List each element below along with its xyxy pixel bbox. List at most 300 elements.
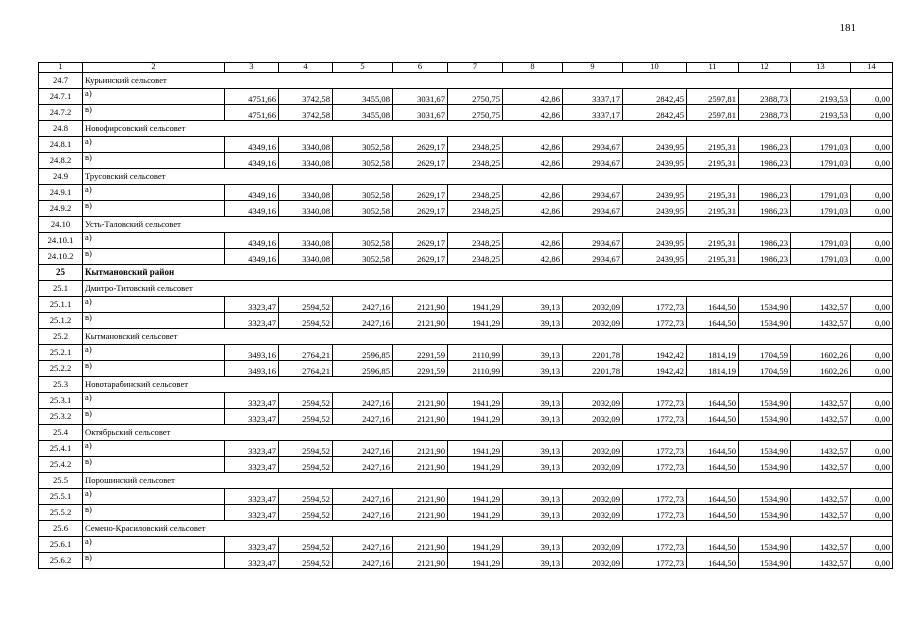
value-cell: 0,00 — [851, 201, 893, 217]
row-number: 25.1.2 — [39, 313, 83, 329]
value-cell: 2596,85 — [333, 345, 393, 361]
row-number: 25.5.1 — [39, 489, 83, 505]
value-cell: 2032,09 — [563, 441, 623, 457]
value-cell: 2427,16 — [333, 393, 393, 409]
row-number: 24.8.1 — [39, 137, 83, 153]
value-cell: 2427,16 — [333, 553, 393, 569]
value-cell: 3455,08 — [333, 89, 393, 105]
value-cell: 3323,47 — [225, 313, 279, 329]
section-title: Кытмановский район — [83, 265, 893, 281]
value-cell: 3337,17 — [563, 105, 623, 121]
value-cell: 1791,03 — [791, 233, 851, 249]
value-cell: 2629,17 — [393, 185, 448, 201]
row-label: а) — [83, 137, 225, 153]
value-cell: 1791,03 — [791, 153, 851, 169]
value-cell: 2629,17 — [393, 233, 448, 249]
value-cell: 1986,23 — [739, 137, 791, 153]
value-cell: 1644,50 — [687, 393, 739, 409]
table-row — [39, 89, 893, 105]
row-label: в) — [83, 553, 225, 569]
value-cell: 1644,50 — [687, 297, 739, 313]
section-row — [39, 169, 893, 185]
value-cell: 1644,50 — [687, 489, 739, 505]
value-cell: 2750,75 — [448, 105, 503, 121]
value-cell: 4349,16 — [225, 233, 279, 249]
row-number: 25.1.1 — [39, 297, 83, 313]
value-cell: 42,86 — [503, 185, 563, 201]
value-cell: 2439,95 — [623, 201, 687, 217]
value-cell: 2764,21 — [279, 345, 333, 361]
value-cell: 2594,52 — [279, 313, 333, 329]
value-cell: 1942,42 — [623, 361, 687, 377]
value-cell: 2427,16 — [333, 489, 393, 505]
value-cell: 2348,25 — [448, 137, 503, 153]
value-cell: 4751,66 — [225, 105, 279, 121]
value-cell: 1432,57 — [791, 457, 851, 473]
section-title: Усть-Таловский сельсовет — [83, 217, 893, 233]
value-cell: 1534,90 — [739, 553, 791, 569]
value-cell: 2594,52 — [279, 297, 333, 313]
value-cell: 1941,29 — [448, 393, 503, 409]
value-cell: 2439,95 — [623, 185, 687, 201]
value-cell: 3455,08 — [333, 105, 393, 121]
value-cell: 1432,57 — [791, 441, 851, 457]
value-cell: 1534,90 — [739, 489, 791, 505]
row-label: а) — [83, 297, 225, 313]
column-header: 1 — [39, 63, 83, 73]
value-cell: 2348,25 — [448, 185, 503, 201]
value-cell: 2439,95 — [623, 137, 687, 153]
value-cell: 3323,47 — [225, 537, 279, 553]
value-cell: 42,86 — [503, 249, 563, 265]
value-cell: 3052,58 — [333, 249, 393, 265]
value-cell: 1941,29 — [448, 313, 503, 329]
value-cell: 1791,03 — [791, 137, 851, 153]
value-cell: 0,00 — [851, 185, 893, 201]
section-title: Курьинский сельсовет — [83, 73, 893, 89]
row-label: в) — [83, 361, 225, 377]
value-cell: 2348,25 — [448, 249, 503, 265]
row-number: 25.3.2 — [39, 409, 83, 425]
value-cell: 2842,45 — [623, 89, 687, 105]
value-cell: 2934,67 — [563, 201, 623, 217]
value-cell: 2596,85 — [333, 361, 393, 377]
table-body — [39, 63, 893, 569]
value-cell: 2121,90 — [393, 537, 448, 553]
section-row — [39, 217, 893, 233]
row-number: 25.4.1 — [39, 441, 83, 457]
value-cell: 2110,99 — [448, 345, 503, 361]
row-number: 24.10.2 — [39, 249, 83, 265]
value-cell: 0,00 — [851, 89, 893, 105]
row-label: в) — [83, 201, 225, 217]
table-row — [39, 233, 893, 249]
row-number: 24.10.1 — [39, 233, 83, 249]
value-cell: 4349,16 — [225, 249, 279, 265]
value-cell: 2110,99 — [448, 361, 503, 377]
section-title: Семено-Красиловский сельсовет — [83, 521, 893, 537]
value-cell: 3340,08 — [279, 137, 333, 153]
value-cell: 3340,08 — [279, 249, 333, 265]
section-row — [39, 521, 893, 537]
value-cell: 2121,90 — [393, 393, 448, 409]
section-row — [39, 73, 893, 89]
value-cell: 2348,25 — [448, 201, 503, 217]
value-cell: 2032,09 — [563, 505, 623, 521]
column-header: 9 — [563, 63, 623, 73]
value-cell: 2597,81 — [687, 89, 739, 105]
table-row — [39, 361, 893, 377]
row-number: 24.7.2 — [39, 105, 83, 121]
value-cell: 3031,67 — [393, 89, 448, 105]
value-cell: 0,00 — [851, 153, 893, 169]
table-row — [39, 409, 893, 425]
value-cell: 2121,90 — [393, 313, 448, 329]
value-cell: 2195,31 — [687, 185, 739, 201]
column-header: 10 — [623, 63, 687, 73]
value-cell: 0,00 — [851, 233, 893, 249]
value-cell: 2032,09 — [563, 297, 623, 313]
value-cell: 3742,58 — [279, 89, 333, 105]
column-header: 8 — [503, 63, 563, 73]
value-cell: 1772,73 — [623, 553, 687, 569]
value-cell: 3052,58 — [333, 137, 393, 153]
section-title: Новофирсовский сельсовет — [83, 121, 893, 137]
value-cell: 1534,90 — [739, 537, 791, 553]
value-cell: 0,00 — [851, 537, 893, 553]
section-title: Октябрьский сельсовет — [83, 425, 893, 441]
value-cell: 2121,90 — [393, 441, 448, 457]
value-cell: 1534,90 — [739, 313, 791, 329]
value-cell: 3323,47 — [225, 297, 279, 313]
value-cell: 3340,08 — [279, 153, 333, 169]
value-cell: 39,13 — [503, 361, 563, 377]
value-cell: 39,13 — [503, 297, 563, 313]
value-cell: 1941,29 — [448, 489, 503, 505]
tariff-table — [38, 62, 893, 569]
value-cell: 3323,47 — [225, 457, 279, 473]
row-number: 25.5.2 — [39, 505, 83, 521]
value-cell: 0,00 — [851, 457, 893, 473]
value-cell: 2427,16 — [333, 409, 393, 425]
value-cell: 2201,78 — [563, 361, 623, 377]
value-cell: 3323,47 — [225, 489, 279, 505]
value-cell: 3323,47 — [225, 553, 279, 569]
value-cell: 1814,19 — [687, 361, 739, 377]
value-cell: 1791,03 — [791, 185, 851, 201]
value-cell: 2121,90 — [393, 505, 448, 521]
value-cell: 2032,09 — [563, 409, 623, 425]
value-cell: 2195,31 — [687, 137, 739, 153]
value-cell: 0,00 — [851, 105, 893, 121]
value-cell: 2934,67 — [563, 185, 623, 201]
value-cell: 3323,47 — [225, 441, 279, 457]
row-number: 24.8 — [39, 121, 83, 137]
table-row — [39, 537, 893, 553]
section-row — [39, 329, 893, 345]
page-number: 181 — [839, 22, 856, 34]
value-cell: 39,13 — [503, 409, 563, 425]
column-header: 4 — [279, 63, 333, 73]
value-cell: 2201,78 — [563, 345, 623, 361]
value-cell: 3493,16 — [225, 345, 279, 361]
value-cell: 2291,59 — [393, 345, 448, 361]
value-cell: 1941,29 — [448, 409, 503, 425]
value-cell: 1534,90 — [739, 297, 791, 313]
column-header: 11 — [687, 63, 739, 73]
value-cell: 3052,58 — [333, 201, 393, 217]
value-cell: 2594,52 — [279, 505, 333, 521]
value-cell: 0,00 — [851, 409, 893, 425]
value-cell: 1644,50 — [687, 537, 739, 553]
value-cell: 1772,73 — [623, 441, 687, 457]
value-cell: 1432,57 — [791, 409, 851, 425]
value-cell: 2594,52 — [279, 393, 333, 409]
value-cell: 2032,09 — [563, 489, 623, 505]
column-header: 3 — [225, 63, 279, 73]
value-cell: 0,00 — [851, 553, 893, 569]
value-cell: 1432,57 — [791, 489, 851, 505]
value-cell: 2195,31 — [687, 201, 739, 217]
value-cell: 3052,58 — [333, 185, 393, 201]
column-header: 7 — [448, 63, 503, 73]
value-cell: 1432,57 — [791, 313, 851, 329]
value-cell: 1534,90 — [739, 505, 791, 521]
value-cell: 39,13 — [503, 537, 563, 553]
value-cell: 1791,03 — [791, 249, 851, 265]
table-row — [39, 201, 893, 217]
table-row — [39, 185, 893, 201]
value-cell: 0,00 — [851, 361, 893, 377]
value-cell: 4349,16 — [225, 185, 279, 201]
value-cell: 1986,23 — [739, 201, 791, 217]
table-row — [39, 345, 893, 361]
value-cell: 1644,50 — [687, 409, 739, 425]
value-cell: 2032,09 — [563, 313, 623, 329]
value-cell: 3323,47 — [225, 505, 279, 521]
table-row — [39, 457, 893, 473]
value-cell: 42,86 — [503, 233, 563, 249]
value-cell: 1772,73 — [623, 409, 687, 425]
value-cell: 4349,16 — [225, 153, 279, 169]
value-cell: 2439,95 — [623, 153, 687, 169]
row-number: 25.2 — [39, 329, 83, 345]
value-cell: 1432,57 — [791, 537, 851, 553]
row-number: 24.8.2 — [39, 153, 83, 169]
value-cell: 2934,67 — [563, 249, 623, 265]
column-header: 5 — [333, 63, 393, 73]
value-cell: 39,13 — [503, 313, 563, 329]
value-cell: 1644,50 — [687, 457, 739, 473]
row-number: 25.6 — [39, 521, 83, 537]
value-cell: 2842,45 — [623, 105, 687, 121]
value-cell: 0,00 — [851, 489, 893, 505]
row-label: в) — [83, 457, 225, 473]
value-cell: 4751,66 — [225, 89, 279, 105]
value-cell: 3340,08 — [279, 233, 333, 249]
row-label: а) — [83, 233, 225, 249]
table-row — [39, 489, 893, 505]
value-cell: 2121,90 — [393, 553, 448, 569]
value-cell: 1534,90 — [739, 457, 791, 473]
row-label: в) — [83, 505, 225, 521]
value-cell: 1941,29 — [448, 537, 503, 553]
value-cell: 42,86 — [503, 153, 563, 169]
value-cell: 1534,90 — [739, 441, 791, 457]
row-number: 24.9 — [39, 169, 83, 185]
value-cell: 1814,19 — [687, 345, 739, 361]
value-cell: 3052,58 — [333, 233, 393, 249]
value-cell: 4349,16 — [225, 137, 279, 153]
value-cell: 3052,58 — [333, 153, 393, 169]
value-cell: 0,00 — [851, 345, 893, 361]
row-number: 25.3 — [39, 377, 83, 393]
value-cell: 0,00 — [851, 297, 893, 313]
value-cell: 1941,29 — [448, 553, 503, 569]
row-number: 25.6.1 — [39, 537, 83, 553]
row-number: 25.2.2 — [39, 361, 83, 377]
section-title: Дмитро-Титовский сельсовет — [83, 281, 893, 297]
value-cell: 1942,42 — [623, 345, 687, 361]
value-cell: 2427,16 — [333, 505, 393, 521]
row-number: 25.4.2 — [39, 457, 83, 473]
table-row — [39, 137, 893, 153]
section-row — [39, 265, 893, 281]
value-cell: 2934,67 — [563, 153, 623, 169]
value-cell: 3742,58 — [279, 105, 333, 121]
value-cell: 42,86 — [503, 105, 563, 121]
value-cell: 2348,25 — [448, 153, 503, 169]
value-cell: 1986,23 — [739, 153, 791, 169]
section-row — [39, 425, 893, 441]
value-cell: 39,13 — [503, 441, 563, 457]
value-cell: 1791,03 — [791, 201, 851, 217]
value-cell: 39,13 — [503, 553, 563, 569]
row-label: в) — [83, 153, 225, 169]
value-cell: 0,00 — [851, 137, 893, 153]
value-cell: 2594,52 — [279, 457, 333, 473]
value-cell: 39,13 — [503, 345, 563, 361]
table-row — [39, 505, 893, 521]
value-cell: 2032,09 — [563, 537, 623, 553]
value-cell: 39,13 — [503, 489, 563, 505]
value-cell: 2195,31 — [687, 153, 739, 169]
section-row — [39, 121, 893, 137]
value-cell: 2121,90 — [393, 457, 448, 473]
row-label: а) — [83, 441, 225, 457]
value-cell: 2594,52 — [279, 409, 333, 425]
value-cell: 2032,09 — [563, 457, 623, 473]
value-cell: 3340,08 — [279, 201, 333, 217]
value-cell: 42,86 — [503, 137, 563, 153]
table-row — [39, 393, 893, 409]
value-cell: 2388,73 — [739, 105, 791, 121]
table-row — [39, 553, 893, 569]
value-cell: 39,13 — [503, 393, 563, 409]
value-cell: 1534,90 — [739, 393, 791, 409]
value-cell: 1772,73 — [623, 457, 687, 473]
value-cell: 1772,73 — [623, 489, 687, 505]
value-cell: 2629,17 — [393, 153, 448, 169]
value-cell: 2193,53 — [791, 105, 851, 121]
column-header: 12 — [739, 63, 791, 73]
value-cell: 1986,23 — [739, 249, 791, 265]
row-number: 25.2.1 — [39, 345, 83, 361]
value-cell: 2764,21 — [279, 361, 333, 377]
table-row — [39, 249, 893, 265]
value-cell: 1772,73 — [623, 313, 687, 329]
row-label: а) — [83, 537, 225, 553]
value-cell: 2439,95 — [623, 233, 687, 249]
value-cell: 3323,47 — [225, 393, 279, 409]
value-cell: 0,00 — [851, 313, 893, 329]
value-cell: 2195,31 — [687, 233, 739, 249]
column-header: 6 — [393, 63, 448, 73]
section-row — [39, 281, 893, 297]
value-cell: 1644,50 — [687, 313, 739, 329]
row-label: в) — [83, 249, 225, 265]
column-header-row — [39, 63, 893, 73]
value-cell: 1432,57 — [791, 505, 851, 521]
value-cell: 1941,29 — [448, 457, 503, 473]
value-cell: 3493,16 — [225, 361, 279, 377]
value-cell: 3031,67 — [393, 105, 448, 121]
value-cell: 2388,73 — [739, 89, 791, 105]
row-number: 25 — [39, 265, 83, 281]
value-cell: 2597,81 — [687, 105, 739, 121]
value-cell: 1704,59 — [739, 361, 791, 377]
value-cell: 1644,50 — [687, 505, 739, 521]
section-row — [39, 473, 893, 489]
section-title: Порошинский сельсовет — [83, 473, 893, 489]
value-cell: 2348,25 — [448, 233, 503, 249]
value-cell: 2934,67 — [563, 233, 623, 249]
value-cell: 1941,29 — [448, 505, 503, 521]
value-cell: 3340,08 — [279, 185, 333, 201]
value-cell: 1644,50 — [687, 441, 739, 457]
value-cell: 2594,52 — [279, 553, 333, 569]
table-row — [39, 105, 893, 121]
row-label: в) — [83, 313, 225, 329]
value-cell: 1772,73 — [623, 537, 687, 553]
value-cell: 39,13 — [503, 505, 563, 521]
row-number: 25.6.2 — [39, 553, 83, 569]
value-cell: 2934,67 — [563, 137, 623, 153]
row-number: 25.3.1 — [39, 393, 83, 409]
value-cell: 0,00 — [851, 393, 893, 409]
value-cell: 1704,59 — [739, 345, 791, 361]
value-cell: 2629,17 — [393, 249, 448, 265]
value-cell: 0,00 — [851, 249, 893, 265]
row-number: 25.5 — [39, 473, 83, 489]
value-cell: 1534,90 — [739, 409, 791, 425]
value-cell: 1986,23 — [739, 233, 791, 249]
row-label: а) — [83, 489, 225, 505]
value-cell: 2629,17 — [393, 201, 448, 217]
row-number: 24.7 — [39, 73, 83, 89]
value-cell: 2629,17 — [393, 137, 448, 153]
value-cell: 2427,16 — [333, 313, 393, 329]
section-title: Новотарабинский сельсовет — [83, 377, 893, 393]
value-cell: 1432,57 — [791, 393, 851, 409]
value-cell: 2291,59 — [393, 361, 448, 377]
column-header: 14 — [851, 63, 893, 73]
row-number: 24.7.1 — [39, 89, 83, 105]
value-cell: 1986,23 — [739, 185, 791, 201]
value-cell: 39,13 — [503, 457, 563, 473]
value-cell: 2195,31 — [687, 249, 739, 265]
value-cell: 2594,52 — [279, 489, 333, 505]
